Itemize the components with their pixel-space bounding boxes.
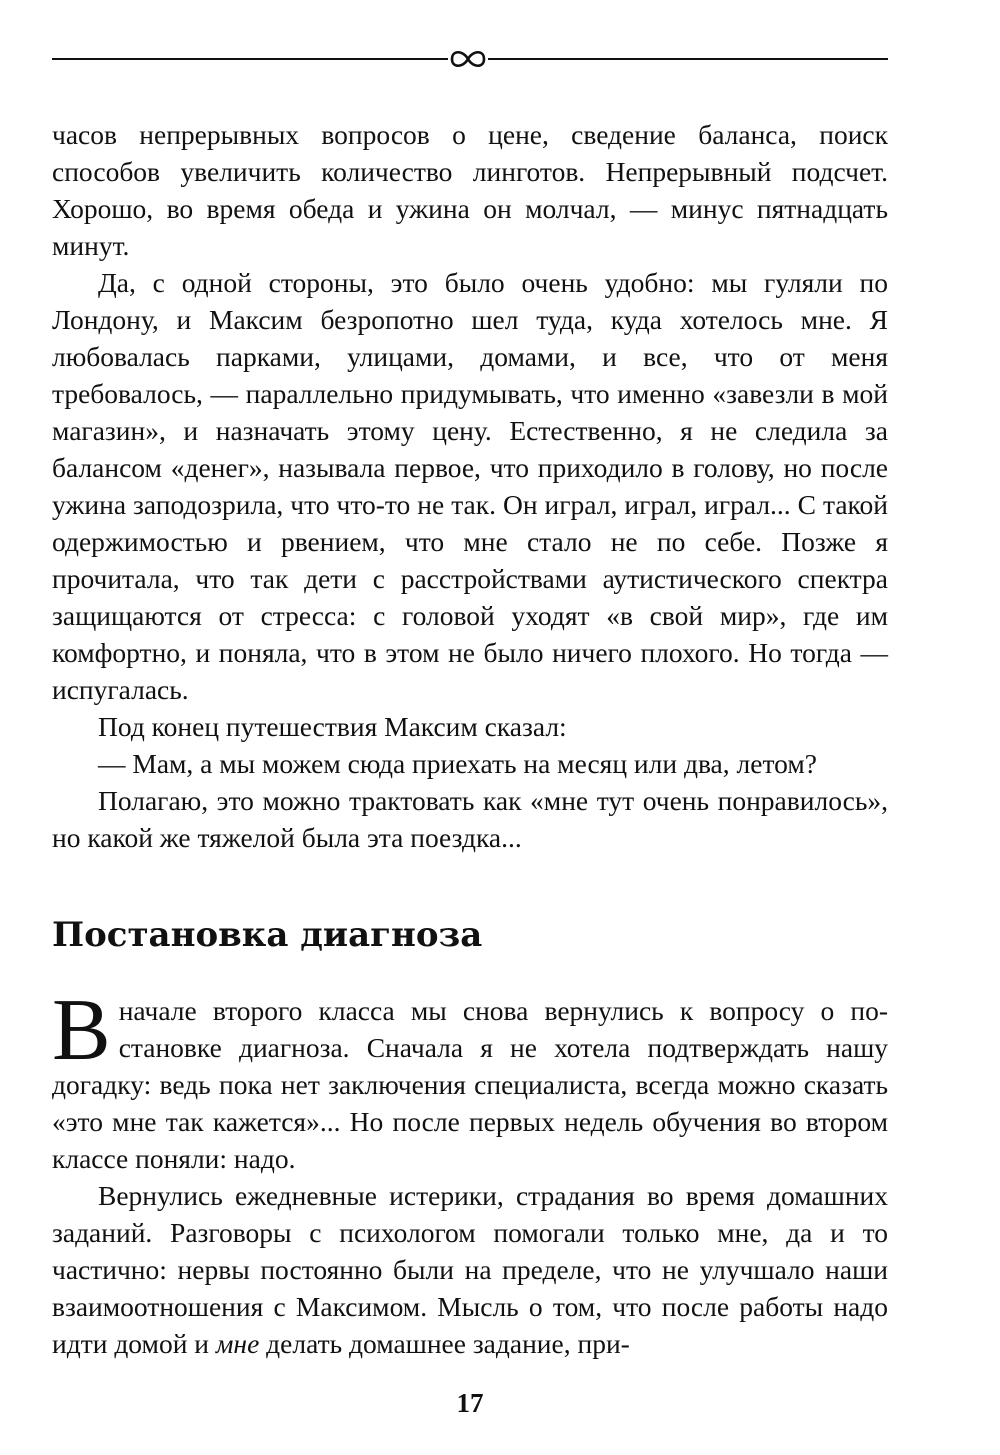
paragraph	[52, 982, 888, 1177]
paragraph-text: делать домашнее задание, при-	[259, 1328, 630, 1359]
infinity-ornament-icon	[446, 46, 490, 72]
ornament-rule-right	[488, 58, 888, 60]
page-number: 17	[456, 1388, 484, 1418]
emphasis-text: мне	[215, 1328, 260, 1359]
ornament-rule-left	[52, 58, 448, 60]
paragraph: Под конец путешествия Максим сказал:	[98, 711, 567, 742]
paragraph-text: начале второго класса мы снова вернулись к вопросу о постановке диагноза. Сначала я не хотела подтверждать нашу догадку: ведь пока нет заключения специалиста, всегда можно сказать «это мне так кажется»... Но после первых недель обучения во втором классе поняли: надо.	[52, 995, 888, 1174]
paragraph: Полагаю, это можно трактовать как «мне тут очень понравилось», но какой же тяжелой была эта поездка...	[52, 785, 888, 853]
drop-cap: В	[52, 982, 111, 1079]
section-heading: Постановка диагноза	[52, 915, 483, 955]
section-1-body	[52, 116, 888, 856]
paragraph: Да, с одной стороны, это было очень удобно: мы гуляли по Лондону, и Максим безропотно шел туда, куда хотелось мне. Я любовалась парками, улицами, домами, и все, что от меня требовалось, — параллельно придумывать, что именно «завезли в мой магазин», и назначать этому цену. Естественно, я не следила за балансом «денег», называла первое, что приходило в голову, но после ужина заподозрила, что что-то не так. Он играл, играл, играл... С такой одержимостью и рвением, что мне стало не по себе. Позже я прочитала, что так дети с расстройствами аутистического спектра защищаются от стресса: с головой уходят «в свой мир», где им комфортно, и поняла, что в этом не было ничего плохого. Но тогда — испугалась.	[52, 267, 888, 705]
dialogue-line: — Мам, а мы можем сюда приехать на месяц или два, летом?	[98, 748, 817, 779]
paragraph: часов непрерывных вопросов о цене, сведение баланса, поиск способов увеличить количество линготов. Непрерывный подсчет. Хорошо, во время обеда и ужина он молчал, — минус пятнадцать минут.	[52, 119, 888, 261]
section-2-body	[52, 982, 888, 1362]
paragraph	[52, 1177, 888, 1362]
header-ornament	[52, 42, 888, 76]
paragraph-text: Вернулись ежедневные истерики, страдания во время домашних заданий. Разговоры с психологом помогали только мне, да и то частично: нервы постоянно были на пределе, что не улучшало наши взаимоотношения с Максимом. Мысль о том, что после работы надо идти домой и	[52, 1180, 888, 1359]
